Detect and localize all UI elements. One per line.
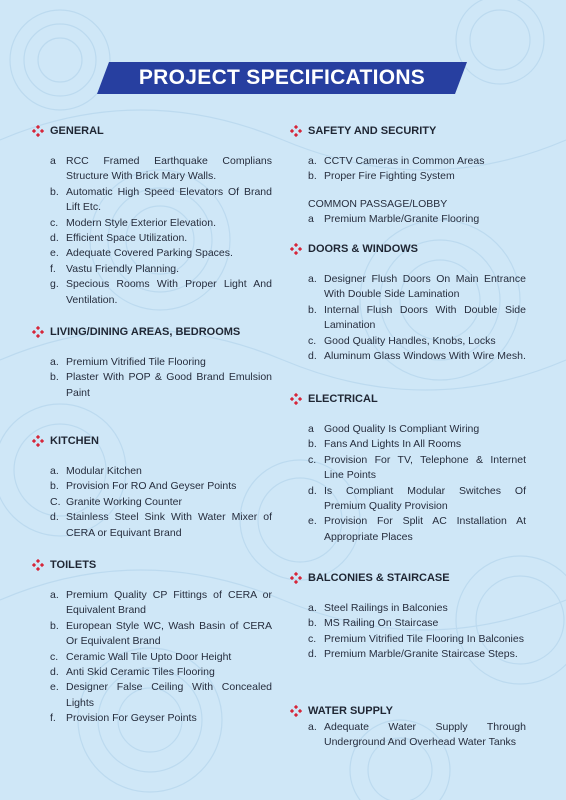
list-item: d. Aluminum Glass Windows With Wire Mesh. <box>308 350 526 363</box>
list <box>290 212 526 227</box>
list-item: c. Modern Style Exterior Elevation. <box>50 216 216 229</box>
list-item: b. MS Railing On Staircase <box>308 617 439 630</box>
diamond-bullet-icon <box>32 125 44 137</box>
list <box>290 720 526 751</box>
section-heading <box>32 124 272 138</box>
section-heading <box>290 571 526 585</box>
section-heading <box>290 704 526 718</box>
section-heading <box>290 242 526 256</box>
section-heading <box>290 392 526 406</box>
heading-text: BALCONIES & STAIRCASE <box>308 572 450 584</box>
list-item: a. Adequate Water Supply Through Underground And Overhead Water Tanks <box>308 721 526 749</box>
list-item: d. Stainless Steel Sink With Water Mixer of CERA or Equivant Brand <box>50 511 272 539</box>
section-toilets <box>32 558 272 727</box>
list <box>290 601 526 663</box>
diamond-bullet-icon <box>290 393 302 405</box>
section-heading <box>32 325 272 339</box>
diamond-bullet-icon <box>290 705 302 717</box>
list-item: f. Vastu Friendly Planning. <box>50 262 180 275</box>
list-item: a. Designer Flush Doors On Main Entrance With Double Side Lamination <box>308 273 526 301</box>
list-item: C. Granite Working Counter <box>50 495 182 508</box>
list-item: c. Premium Vitrified Tile Flooring In Balconies <box>308 632 524 645</box>
section-electrical <box>290 392 526 545</box>
heading-text: GENERAL <box>50 125 104 137</box>
list-item: a. CCTV Cameras in Common Areas <box>308 155 485 167</box>
diamond-bullet-icon <box>32 435 44 447</box>
list-item: a. Premium Vitrified Tile Flooring <box>50 356 206 368</box>
list <box>32 588 272 727</box>
list-item: f. Provision For Geyser Points <box>50 712 197 725</box>
list-item: b. Automatic High Speed Elevators Of Brand Lift Etc. <box>50 185 272 214</box>
list-item: a. Premium Quality CP Fittings of CERA or Equivalent Brand <box>50 589 272 617</box>
section-heading <box>290 124 526 138</box>
list-item: d. Efficient Space Utilization. <box>50 232 188 245</box>
list-item: a. Steel Railings in Balconies <box>308 602 448 614</box>
section-balconies-staircase <box>290 571 526 663</box>
section-heading <box>32 434 272 448</box>
list-item: e. Provision For Split AC Installation At Appropriate Places <box>308 515 526 543</box>
heading-text: TOILETS <box>50 559 97 571</box>
heading-text: DOORS & WINDOWS <box>308 243 418 255</box>
list <box>32 355 272 401</box>
heading-text: SAFETY AND SECURITY <box>308 125 437 137</box>
list-item: a Premium Marble/Granite Flooring <box>308 213 480 226</box>
list-item: e. Designer False Ceiling With Concealed Lights <box>50 681 272 709</box>
list-item: g. Specious Rooms With Proper Light And Ventilation. <box>50 278 272 306</box>
section-water-supply <box>290 704 526 751</box>
list <box>290 272 526 364</box>
list <box>290 422 526 545</box>
list-item: c. Provision For TV, Telephone & Internet Line Points <box>308 453 526 482</box>
section-kitchen <box>32 434 272 541</box>
subheading-common-passage: COMMON PASSAGE/LOBBY <box>308 197 448 210</box>
list-item: b. Proper Fire Fighting System <box>308 170 455 183</box>
diamond-bullet-icon <box>32 326 44 338</box>
diamond-bullet-icon <box>32 559 44 571</box>
list-item: b. Fans And Lights In All Rooms <box>308 438 462 451</box>
heading-text: KITCHEN <box>50 435 99 447</box>
page-title: PROJECT SPECIFICATIONS <box>138 66 426 89</box>
list <box>290 154 526 185</box>
section-doors-windows <box>290 242 526 364</box>
diamond-bullet-icon <box>290 572 302 584</box>
list-item: c. Good Quality Handles, Knobs, Locks <box>308 334 496 347</box>
list-item: a RCC Framed Earthquake Complians Structure With Brick Mary Walls. <box>50 155 272 183</box>
list-item: b. Plaster With POP & Good Brand Emulsion Paint <box>50 371 272 399</box>
heading-text: ELECTRICAL <box>308 393 378 405</box>
list-item: d. Anti Skid Ceramic Tiles Flooring <box>50 666 215 679</box>
list <box>32 154 272 308</box>
section-safety-security <box>290 124 526 228</box>
title-banner <box>97 62 467 94</box>
section-living-dining <box>32 325 272 401</box>
diamond-bullet-icon <box>290 243 302 255</box>
list-item: c. Ceramic Wall Tile Upto Door Height <box>50 650 232 663</box>
list-item: b. European Style WC, Wash Basin of CERA Or Equivalent Brand <box>50 619 272 648</box>
list-item: d. Premium Marble/Granite Staircase Steps. <box>308 648 518 661</box>
heading-text: WATER SUPPLY <box>308 705 393 717</box>
heading-text: LIVING/DINING AREAS, BEDROOMS <box>50 326 241 338</box>
list-item: e. Adequate Covered Parking Spaces. <box>50 247 233 260</box>
list-item: b. Internal Flush Doors With Double Side Lamination <box>308 303 526 332</box>
section-heading <box>32 558 272 572</box>
diamond-bullet-icon <box>290 125 302 137</box>
list-item: d. Is Compliant Modular Switches Of Premium Quality Provision <box>308 484 526 513</box>
list-item: b. Provision For RO And Geyser Points <box>50 480 237 493</box>
list-item: a Good Quality Is Compliant Wiring <box>308 423 480 435</box>
list <box>32 464 272 541</box>
section-general <box>32 124 272 308</box>
list-item: a. Modular Kitchen <box>50 465 142 477</box>
